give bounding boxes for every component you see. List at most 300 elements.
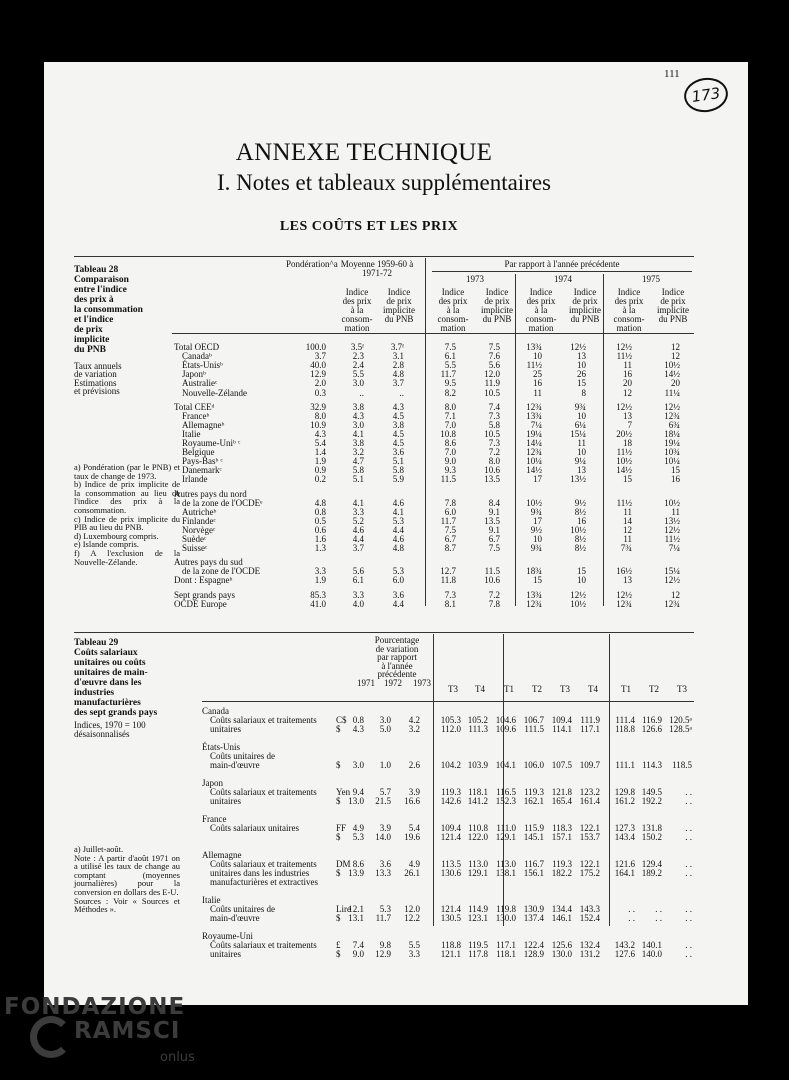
t28-cell-b2: 13 [577,465,586,476]
t28-cell-b1: 14½ [526,465,542,476]
t28-cell-c1: 11 [623,534,632,544]
t28-cell-a2: 7.2 [488,447,500,458]
t28-row-label: États-Unisᵇ [182,360,223,371]
t29-cell: 12.0 [404,904,420,914]
t28-cell-c1: 7 [627,419,632,430]
t28-cell-c1: 14½ [616,465,632,476]
t28-cell-b2: 15 [577,378,586,389]
t29-row-label: Coûts unitaires de [210,904,275,914]
t29-year-annual: 1972 [384,678,402,688]
t28-sub-cons-line: Indice [345,287,369,297]
t28-cell-b1: 11½ [526,360,542,371]
t28-cell-a1: 11.8 [440,575,456,586]
t28-footnote: b) Indice de prix implicite de la consommation au lieu de l'indice des prix à la consommation. [74,479,180,515]
t28-cell-a1: 8.6 [444,438,456,448]
t28-cell-a1: 7.0 [444,419,456,430]
t28-cell-a1: 7.3 [444,589,456,600]
t28-cell-m2: .. [399,387,404,398]
t28-cell-b2: 15 [577,566,586,577]
t28-cell-b1: 7¼ [530,419,542,430]
t28-sub-cons-line: des prix [438,296,468,306]
t28-year-1975: 1975 [642,274,660,284]
t28-cell-a2: 13.5 [484,474,500,485]
t29-cell: 128.9 [523,949,544,959]
t28-cell-c2: 19¼ [664,438,680,448]
t28-sub-pnb-line: du PNB [570,314,600,324]
t28-cell-a1: 9.5 [444,378,456,389]
t28-cell-w: 3.7 [314,351,326,362]
t28-cell-b1: 17 [533,474,542,485]
t29-cell: 129.8 [614,787,635,797]
t29-row-label: unitaires [210,724,241,734]
t29-currency: Yen [336,787,351,797]
t28-cell-b1: 9¾ [530,506,542,517]
t28-cell-a2: 7.5 [488,342,500,352]
t28-sub-cons-line: à la [446,305,460,315]
t29-cell: 111.1 [615,760,635,770]
t28-cell-c1: 12½ [616,589,632,600]
t28-sub-cons-line: des prix [342,296,372,306]
t29-country-label: Royaume-Uni [202,931,253,941]
t28-row-label: Royaume-Uniᵇ ᶜ [182,438,241,448]
t28-cell-c1: 10½ [616,456,632,467]
t28-sub-cons-line: consom- [341,314,373,324]
t29-cell: 123.1 [467,913,488,923]
t28-cell-a2: 10.5 [484,428,500,439]
t28-cell-w: 12.9 [310,369,326,380]
t29-currency: £ [336,940,341,950]
t29-cell: . . [685,949,692,959]
t28-cell-c2: 11½ [664,534,680,544]
t28-cell-c2: 10½ [664,497,680,508]
t29-subtitle-line: manufacturières [74,698,141,708]
t29-divider-1 [433,634,434,926]
t28-sub-cons-line: mation [344,323,370,333]
t29-row-label: manufacturières et extractives [210,877,318,887]
t28-col-moyenne: Moyenne 1959-60 à 1971-72 [340,259,414,278]
t28-cell-b1: 9½ [530,524,542,535]
t29-country-label: Italie [202,895,221,905]
section-title: LES COÛTS ET LES PRIX [279,219,459,234]
t28-row-label: OCDE Europe [174,598,227,609]
t29-cell: 5.5 [408,940,420,950]
t29-quarter-head: T1 [621,684,631,694]
t29-cell: 118.3 [552,823,572,833]
t28-cell-b1: 11 [533,387,542,398]
t28-cell-m2: 4.5 [392,438,404,448]
t28-cell-b2: 9½ [574,497,586,508]
t28-cell-m2: 2.8 [392,360,404,371]
t28-cell-w: 0.5 [314,515,326,526]
t28-cell-b2: 8 [581,387,586,398]
t28-cell-c2: 12¾ [664,410,680,421]
t29-cell: 157.1 [551,832,572,842]
t28-cell-c2: 12 [671,351,680,362]
t28-cell-a1: 7.1 [444,410,456,421]
t29-cell: 189.2 [641,868,662,878]
t29-cell: 3.9 [379,823,391,833]
t29-cell: 115.9 [524,823,544,833]
t28-sub-pnb-line: de prix [660,296,686,306]
t28-cell-b2: 8½ [574,543,586,554]
t29-cell: 162.1 [523,796,544,806]
watermark-onlus: onlus [160,1050,195,1065]
t29-cell: 0.8 [352,715,364,725]
t28-row-label: de la zone de l'OCDE [182,566,261,577]
t28-cell-w: 1.9 [314,456,326,467]
t29-cell: . . [685,940,692,950]
t28-cell-b2: 10½ [570,524,586,535]
document-page [44,62,748,1005]
t29-row-label: unitaires dans les industries [210,868,310,878]
t28-cell-c1: 11½ [616,497,632,508]
t29-cell: 140.1 [641,940,662,950]
t28-cell-b1: 15 [533,575,542,586]
t28-cell-w: 1.3 [314,543,326,554]
t29-pct-head-line: à l'année [381,660,413,671]
t29-cell: 113.0 [468,859,488,869]
t28-cell-b1: 13¾ [526,410,542,421]
t28-cell-w: 100.0 [305,342,326,352]
t29-cell: 119.3 [524,787,544,797]
t29-currency: $ [336,724,341,734]
t28-row-label: Autricheᵇ [182,506,217,517]
t29-subtitle-line: unitaires de main- [74,668,148,678]
t29-cell: 122.1 [579,823,600,833]
t29-row-label: unitaires [210,796,241,806]
t28-cell-a2: 13.5 [484,515,500,526]
t28-cell-b1: 12¾ [526,598,542,609]
t28-cell-w: 0.2 [314,474,326,485]
t28-cell-m1: 4.3 [352,410,364,421]
t28-cell-c1: 12¾ [616,598,632,609]
t28-sub-pnb-line: implicite [569,305,601,315]
t29-currency: $ [336,949,341,959]
t28-cell-c1: 16½ [616,566,632,577]
t28-row-label: Finlandeᶜ [182,515,216,526]
t29-row-label: main-d'œuvre [210,913,260,923]
t29-cell: 122.1 [579,859,600,869]
t28-row-label: Autres pays du sud [174,557,243,568]
t28-cell-a1: 6.0 [444,506,456,517]
t28-cell-a2: 6.7 [488,534,500,544]
t28-row-label: Suisseᶜ [182,543,208,554]
t29-currency: FF [336,823,347,833]
t29-cell: . . [628,904,635,914]
t28-cell-c2: 10¾ [664,447,680,458]
t29-cell: 122.0 [467,832,488,842]
t28-subtitle-line: entre l'indice [74,285,127,295]
t29-cell: 146.1 [551,913,572,923]
t29-cell: 111.3 [468,724,488,734]
t28-cell-c1: 11½ [616,351,632,362]
t29-pct-head-line: précédente [377,669,417,679]
t28-col-rapport: Par rapport à l'année précédente [504,259,620,269]
t29-cell: 26.1 [404,868,420,878]
t28-cell-a1: 8.1 [444,598,456,609]
t29-cell: 5.3 [352,832,364,842]
t28-sub-cons-line: consom- [437,314,469,324]
t29-cell: 3.0 [379,715,391,725]
t29-cell: . . [685,796,692,806]
t28-cell-w: 1.9 [314,575,326,586]
t28-subtitle-line: de prix [74,325,103,335]
t29-cell: 4.3 [352,724,364,734]
t28-cell-b1: 16 [533,378,542,389]
t28-cell-c1: 12 [623,387,632,398]
t28-cell-m2: 5.9 [392,474,404,485]
t29-cell: 138.1 [495,868,516,878]
t29-cell: 130.0 [495,913,516,923]
t28-cell-c1: 12 [623,524,632,535]
t28-cell-a1: 9.0 [444,456,456,467]
t28-cell-m1: 5.1 [352,474,364,485]
t29-country-label: Allemagne [202,850,242,860]
t28-cell-a2: 10.5 [484,387,500,398]
t29-cell: . . [685,832,692,842]
t28-cell-c1: 14 [623,515,632,526]
t29-cell: 142.6 [440,796,461,806]
t29-row-label: Coûts salariaux et traitements [210,859,317,869]
t29-cell: 14.0 [375,832,391,842]
t28-cell-m1: 5.8 [352,465,364,476]
t29-cell: 130.6 [440,868,461,878]
t28-cell-b2: 11 [577,438,586,448]
t28-cell-m2: 4.5 [392,428,404,439]
t29-cell: 13.3 [375,868,391,878]
t29-cell: 2.6 [408,760,420,770]
t28-cell-m1: 2.3 [352,351,364,362]
t28-cell-c2: 10½ [664,360,680,371]
t28-cell-m2: 5.3 [392,566,404,577]
page-number: 111 [664,68,680,80]
t29-cell: 121.4 [440,832,461,842]
t29-cell: 111.4 [615,715,635,725]
t28-row-label: Norvègeᶜ [182,524,216,535]
t28-sub-cons-line: mation [616,323,642,333]
t29-cell: 128.5ᵃ [669,724,692,734]
t28-row-label: Allemagneᵇ [182,419,225,430]
t28-cell-m2: 3.6 [392,447,404,458]
t28-row-label: Italie [182,428,201,439]
t28-cell-b1: 13¾ [526,342,542,352]
t29-cell: 105.3 [440,715,461,725]
t28-sub-pnb-line: du PNB [482,314,512,324]
t28-cell-c1: 13 [623,410,632,421]
t29-cell: 119.3 [552,859,572,869]
t28-cell-m1: 2.4 [352,360,364,371]
t28-sub-cons-line: Indice [617,287,641,297]
t29-cell: 119.8 [496,904,516,914]
t28-row-label: Australieᶜ [182,378,218,389]
t29-cell: . . [685,913,692,923]
t29-cell: 130.9 [523,904,544,914]
t29-subtitle-line: Coûts salariaux [74,648,138,658]
t28-sub-cons-line: mation [528,323,554,333]
t29-cell: 132.4 [579,940,600,950]
t29-cell: 112.0 [441,724,461,734]
t28-cell-a2: 7.3 [488,410,500,421]
t29-cell: 137.4 [523,913,544,923]
t28-cell-a2: 10.6 [484,465,500,476]
t28-sub-pnb-line: du PNB [384,314,414,324]
t28-cell-m2: 6.0 [392,575,404,586]
t28-cell-w: 3.3 [314,566,326,577]
t29-cell: 8.6 [352,859,364,869]
t29-cell: 121.1 [440,949,461,959]
t28-cell-a2: 7.3 [488,438,500,448]
t28-sub-cons-line: des prix [526,296,556,306]
t28-cell-c2: 20 [671,378,680,389]
t29-cell: 12.9 [375,949,391,959]
t28-subtitle-line: des prix à [74,295,114,305]
t28-cell-m2: 3.1 [392,351,404,362]
watermark-gramsci: RAMSCI [74,1018,181,1044]
t28-cell-w: 0.6 [314,524,326,535]
t29-quarter-head: T3 [448,684,458,694]
t28-cell-c1: 12½ [616,342,632,352]
t29-cell: 7.4 [352,940,364,950]
t29-cell: 3.2 [408,724,420,734]
t28-cell-m1: 6.1 [352,575,364,586]
t28-cell-a2: 7.8 [488,598,500,609]
t29-cell: 140.0 [641,949,662,959]
t29-cell: 117.1 [496,940,516,950]
t28-cell-a2: 10.6 [484,575,500,586]
t28-cell-m2: 3.7ᶠ [390,342,404,352]
t28-cell-c1: 11½ [616,447,632,458]
t29-cell: 116.7 [524,859,544,869]
t29-cell: 19.6 [404,832,420,842]
t28-cell-m1: 3.8 [352,438,364,448]
t28-sub-pnb-line: implicite [383,305,415,315]
t29-cell: 9.0 [352,949,364,959]
t28-cell-c2: 7¼ [668,543,680,554]
t28-cell-m2: 5.1 [392,456,404,467]
t29-cell: 161.2 [614,796,635,806]
t29-pct-head-line: de variation [375,643,419,654]
t29-cell: 118.1 [496,949,516,959]
t29-cell: 113.5 [441,859,461,869]
t28-cell-c2: 12 [671,342,680,352]
t29-cell: 126.6 [641,724,662,734]
t28-cell-m2: 4.8 [392,369,404,380]
t28-cell-b2: 9¾ [574,401,586,412]
t29-cell: 143.3 [579,904,600,914]
t28-cell-c2: 11¼ [664,387,680,398]
t28-cell-m1: 3.7 [352,543,364,554]
t29-title: Tableau 29 [74,638,119,648]
t28-footnote: d) Luxembourg compris. [74,530,159,541]
t29-quarter-head: T2 [649,684,659,694]
t29-cell: 105.2 [467,715,488,725]
t29-cell: 175.2 [579,868,600,878]
t28-cell-c2: 14½ [664,369,680,380]
t28-cell-a2: 12.0 [484,369,500,380]
t29-subtitle-line: industries [74,688,115,698]
t28-cell-b1: 14¼ [526,438,542,448]
t29-cell: 3.3 [408,949,420,959]
t28-cell-w: 85.3 [310,589,326,600]
t28-cell-c1: 18 [623,438,632,448]
t28-subtitle-line: implicite [74,335,110,345]
t28-cell-b2: 10 [577,447,586,458]
t28-cell-c1: 12½ [616,401,632,412]
t28-cell-m1: 4.1 [352,497,364,508]
t29-cell: 104.6 [495,715,516,725]
t28-row-label: Suèdeᶜ [182,534,207,544]
t28-cell-m1: 3.3 [352,589,364,600]
t29-quarter-head: T4 [588,684,598,694]
t29-cell: 109.7 [579,760,600,770]
t28-cell-a1: 7.5 [444,342,456,352]
t28-cell-c1: 20 [623,378,632,389]
t28-cell-m1: 3.8 [352,401,364,412]
t29-cell: . . [685,787,692,797]
t28-cell-m1: 5.5 [352,369,364,380]
t29-country-label: États-Unis [202,742,240,752]
t29-cell: 164.1 [614,868,635,878]
t29-currency: $ [336,913,341,923]
t28-cell-b1: 10 [533,351,542,362]
t29-year-annual: 1973 [413,678,431,688]
t28-sub-pnb-line: implicite [657,305,689,315]
t29-note-line: Indices, 1970 = 100 [74,720,146,730]
t28-cell-b2: 15¼ [570,428,586,439]
t29-footnote: Note : A partir d'août 1971 on a utilisé les taux de change au comptant (moyennes journalières) pour la conversion en dollars des E-U. [74,852,180,897]
t28-cell-m1: 3.2 [352,447,364,458]
t28-cell-m1: 4.7 [352,456,364,467]
t28-subtitle-line: et l'indice [74,315,114,325]
t29-currency: DM [336,859,351,869]
t28-cell-c1: 15 [623,474,632,485]
t28-cell-b2: 6¼ [574,419,586,430]
t29-cell: 4.9 [408,859,420,869]
t28-cell-m2: 5.3 [392,515,404,526]
t29-cell: 129.1 [467,868,488,878]
t29-cell: . . [655,904,662,914]
t29-cell: 150.2 [641,832,662,842]
t29-head-rule [202,701,694,702]
t28-sub-cons-line: à la [622,305,636,315]
t29-year-annual: 1971 [357,678,375,688]
t28-cell-c2: 11 [671,506,680,517]
t28-cell-b1: 25 [533,369,542,380]
t28-cell-m1: 4.0 [352,598,364,609]
t29-cell: 119.5 [468,940,488,950]
t29-quarter-head: T4 [475,684,485,694]
t29-footnote: a) Juillet-août. [74,844,124,854]
t29-country-label: Japon [202,778,223,788]
t28-cell-a1: 5.5 [444,360,456,371]
t29-quarter-head: T3 [560,684,570,694]
t29-currency: C$ [336,715,347,725]
t29-cell: 123.2 [579,787,600,797]
t29-row-label: main-d'œuvre [210,760,260,770]
t29-country-label: France [202,814,227,824]
t28-cell-w: 32.9 [310,401,326,412]
t28-cell-a1: 8.7 [444,543,456,554]
t29-cell: 104.1 [495,760,516,770]
t29-currency: $ [336,796,341,806]
t28-cell-m2: 4.5 [392,410,404,421]
t29-cell: . . [685,904,692,914]
t28-sub-pnb-line: de prix [484,296,510,306]
t29-cell: 129.1 [495,832,516,842]
t28-cell-c2: 12¾ [664,598,680,609]
t28-note-line: Taux annuels [74,361,122,371]
t29-cell: 118.1 [468,787,488,797]
